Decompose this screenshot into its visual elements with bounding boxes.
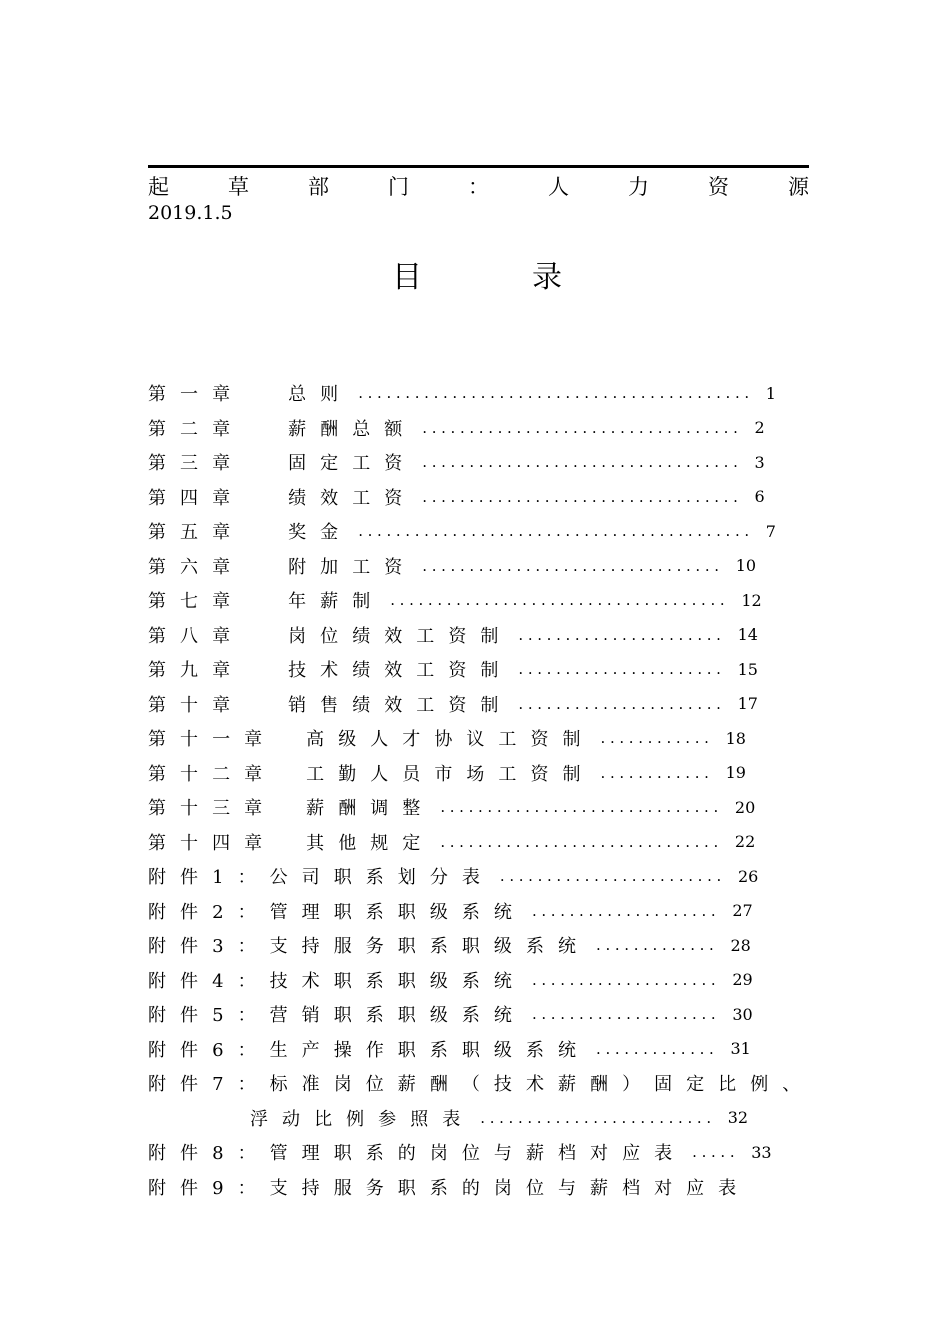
toc-entry-label: 第八章 [148,625,245,647]
toc-entry-label: 附件5： [148,1005,270,1027]
toc-entry[interactable] [148,825,828,860]
toc-entry-label: 第一章 [148,384,245,406]
department-char: 力 [628,175,649,199]
department-char: 草 [228,175,249,199]
toc-entry-title: 支持服务职系的岗位与薪档对应表 [269,1177,751,1199]
toc-entry[interactable] [148,1101,828,1136]
toc-entry-leader: ............ [600,729,714,748]
department-char: 源 [788,175,809,199]
toc-entry-title: 年薪制 [288,591,385,613]
department-char: 资 [708,175,729,199]
toc-entry-title: 高级人才协议工资制 [306,729,595,751]
toc-entry-page: 32 [727,1108,749,1128]
toc-entry-label: 第四章 [148,487,245,509]
toc-entry-title: 岗位绩效工资制 [288,625,513,647]
toc-entry-title: 总则 [288,384,353,406]
toc-entry-leader: .................................. [422,418,743,437]
toc-entry-page: 28 [730,935,751,955]
drafting-date: 2019.1.5 [148,202,233,224]
toc-entry-page: 30 [732,1004,753,1024]
toc-entry-leader: ..... [692,1143,740,1162]
toc-entry-label: 第六章 [148,556,245,578]
toc-entry-label: 附件7： [148,1074,270,1096]
toc-heading [392,254,562,294]
toc-entry-leader: ............. [596,1039,719,1058]
toc-entry-label: 第十三章 [148,798,277,820]
toc-entry[interactable] [148,894,828,929]
toc-entry[interactable] [148,756,828,791]
toc-entry-leader: ............. [596,936,719,955]
toc-entry-page: 10 [735,556,757,576]
toc-entry-leader: ...................... [518,694,726,713]
toc-entry-title: 附加工资 [288,556,417,578]
toc-entry-leader: .............................. [440,832,723,851]
toc-entry-title: 奖金 [288,522,353,544]
toc-heading-char: 录 [532,260,562,295]
toc-entry-title: 工勤人员市场工资制 [306,763,595,785]
toc-entry[interactable] [148,445,828,480]
toc-entry-title: 浮动比例参照表 [250,1108,475,1130]
toc-entry-page: 6 [754,487,765,507]
toc-entry-page: 1 [765,383,776,403]
toc-entry-page: 15 [737,659,758,679]
toc-entry-page: 20 [734,797,756,817]
toc-entry-label: 第十一章 [148,729,277,751]
toc-entry[interactable] [148,1170,828,1205]
toc-entry[interactable] [148,687,828,722]
toc-entry-page: 17 [737,694,758,714]
toc-entry[interactable] [148,928,828,963]
toc-entry-title: 绩效工资 [288,487,417,509]
department-char: 人 [548,175,569,199]
toc-entry-label: 附件2： [148,901,270,923]
toc-entry-title: 生产操作职系职级系统 [269,1039,591,1061]
toc-entry-leader: .............................. [440,798,723,817]
toc-entry-label: 附件4： [148,970,270,992]
toc-entry-label: 第七章 [148,591,245,613]
toc-entry-page: 27 [732,901,753,921]
toc-entry-title: 薪酬调整 [306,798,435,820]
toc-entry-page: 14 [737,625,758,645]
toc-entry[interactable] [148,514,828,549]
toc-entry[interactable] [148,652,828,687]
toc-entry-title: 技术职系职级系统 [269,970,526,992]
toc-entry[interactable] [148,859,828,894]
toc-entry[interactable] [148,583,828,618]
toc-entry[interactable] [148,618,828,653]
toc-entry-page: 33 [751,1142,772,1162]
toc-entry-leader: .................... [531,1005,721,1024]
toc-entry-page: 26 [737,866,759,886]
toc-entry-leader: .......................................... [358,522,754,541]
toc-entry-page: 19 [725,763,746,783]
toc-entry[interactable] [148,411,828,446]
toc-entry-page: 2 [754,418,765,438]
toc-entry[interactable] [148,1032,828,1067]
toc-heading-char: 目 [392,260,422,295]
toc-entry-page: 18 [725,728,746,748]
toc-entry-page: 31 [730,1039,751,1059]
toc-entry-page: 3 [754,452,765,472]
toc-entry-label: 附件6： [148,1039,270,1061]
toc-entry-title: 管理职系的岗位与薪档对应表 [269,1143,687,1165]
toc-entry-page: 22 [734,832,756,852]
toc-entry-title: 营销职系职级系统 [269,1005,526,1027]
toc-entry[interactable] [148,549,828,584]
toc-entry-leader: ........................ [499,867,726,886]
toc-entry-label: 第十章 [148,694,245,716]
toc-entry-leader: .......................................... [358,384,754,403]
toc-entry-title: 管理职系职级系统 [269,901,526,923]
toc-entry[interactable] [148,997,828,1032]
toc-entry[interactable] [148,721,828,756]
toc-entry-label: 第二章 [148,418,245,440]
toc-entry-page: 29 [732,970,753,990]
drafting-department [148,172,809,202]
toc-entry-label: 附件8： [148,1143,270,1165]
department-char: 门 [388,175,409,199]
toc-entry-label: 附件1： [148,867,270,889]
department-char: 部 [308,175,329,199]
toc-entry-page: 7 [765,521,776,541]
toc-entry-leader: ................................ [422,556,724,575]
toc-entry-title: 其他规定 [306,832,435,854]
toc-entry-leader: .................... [531,901,721,920]
toc-entry-label: 第三章 [148,453,245,475]
toc-entry-title: 薪酬总额 [288,418,417,440]
department-char: 起 [148,175,169,199]
toc-entry[interactable] [148,1066,828,1101]
header-rule [148,165,809,168]
toc-entry[interactable] [148,376,828,411]
toc-entry-title: 固定工资 [288,453,417,475]
toc-entry-title: 技术绩效工资制 [288,660,513,682]
toc-entry-label: 第十四章 [148,832,277,854]
toc-entry-leader: .................................. [422,487,743,506]
toc-entry-leader: .................................... [390,591,730,610]
toc-entry-leader: ...................... [518,660,726,679]
toc-entry-leader: ......................... [480,1108,716,1127]
table-of-contents [148,376,828,1204]
toc-entry-title: 公司职系划分表 [269,867,494,889]
toc-entry[interactable] [148,963,828,998]
toc-entry-label: 第十二章 [148,763,277,785]
toc-entry-title: 标准岗位薪酬（技术薪酬）固定比例、 [269,1074,815,1096]
toc-entry-leader: .................................. [422,453,743,472]
toc-entry-label: 附件3： [148,936,270,958]
toc-entry-leader: ...................... [518,625,726,644]
toc-entry-leader: ............ [600,763,714,782]
toc-entry-title: 支持服务职系职级系统 [269,936,591,958]
department-char: ： [468,175,489,199]
toc-entry[interactable] [148,790,828,825]
toc-entry[interactable] [148,1135,828,1170]
toc-entry[interactable] [148,480,828,515]
toc-entry-label: 第五章 [148,522,245,544]
toc-entry-title: 销售绩效工资制 [288,694,513,716]
toc-entry-label: 第九章 [148,660,245,682]
toc-entry-label: 附件9： [148,1177,270,1199]
toc-entry-page: 12 [741,590,762,610]
toc-entry-leader: .................... [531,970,721,989]
